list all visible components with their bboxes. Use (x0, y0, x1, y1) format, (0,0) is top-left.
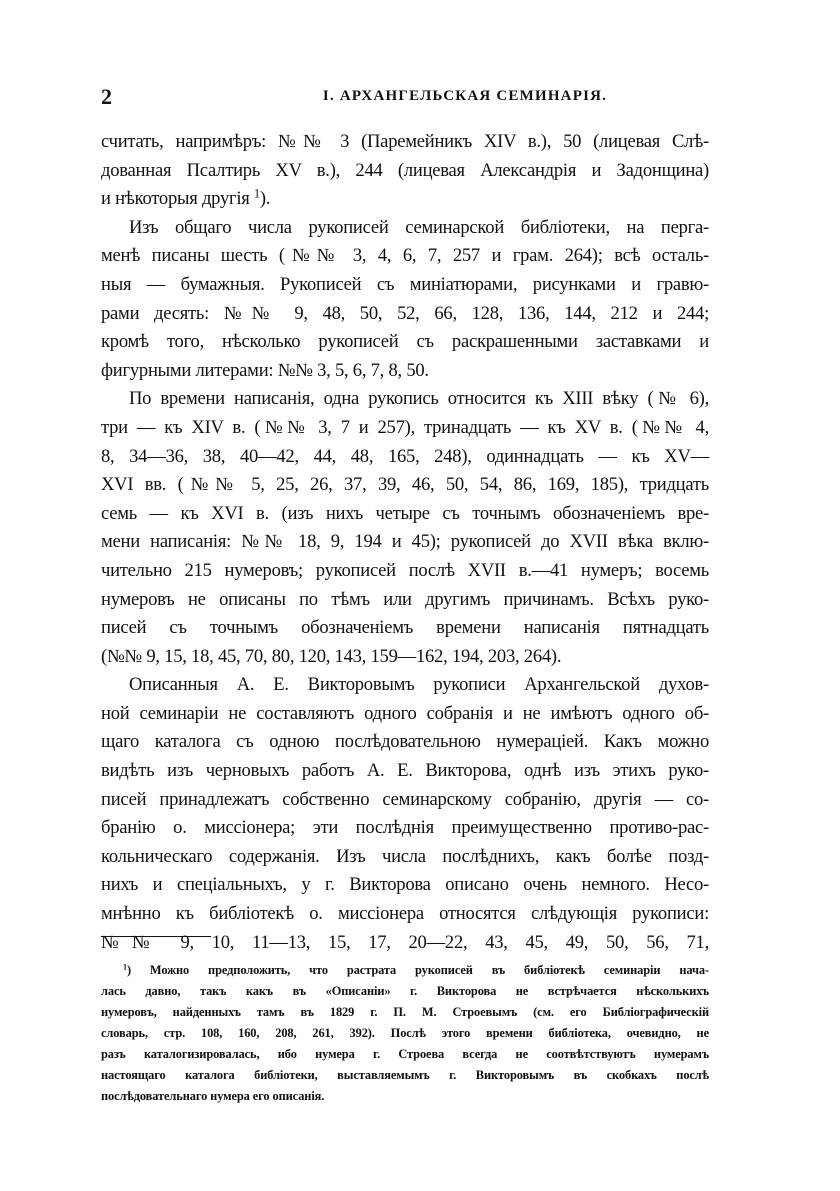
text-line: дованная Псалтирь XV в.), 244 (лицевая Александрія и Задонщина) (101, 159, 709, 181)
text-line: Изъ общаго числа рукописей семинарской библіотеки, на перга- (129, 216, 709, 238)
text-line: семь — къ XVI в. (изъ нихъ четыре съ точнымъ обозначеніемъ вре- (101, 502, 709, 524)
page-number: 2 (101, 84, 112, 109)
footnote-line (101, 960, 709, 981)
text-line: мнѣнно къ библіотекѣ о. миссіонера относятся слѣдующія рукописи: (101, 903, 709, 925)
text-line: щаго каталога съ одною послѣдовательною нумераціей. Какъ можно (101, 731, 709, 753)
text-line (101, 185, 709, 214)
text-line: По времени написанія, одна рукопись относится къ XIII вѣку (№ 6), (129, 388, 709, 410)
text-line: (№№ 9, 15, 18, 45, 70, 80, 120, 143, 159—162, 194, 203, 264). (101, 645, 562, 667)
text-line: 8, 34—36, 38, 40—42, 44, 48, 165, 248), одиннадцать — къ XV— (101, 445, 709, 467)
footnote-divider (101, 936, 211, 937)
footnote (101, 960, 709, 1107)
text-line: Описанныя А. Е. Викторовымъ рукописи Архангельской духов- (129, 674, 709, 696)
text-line: нихъ и спеціальныхъ, у г. Викторова описано очень немного. Несо- (101, 874, 709, 896)
text-line: видѣть изъ черновыхъ работъ А. Е. Викторова, однѣ изъ этихъ руко- (101, 760, 709, 782)
text-line: менѣ писаны шесть (№№ 3, 4, 6, 7, 257 и грам. 264); всѣ осталь- (101, 245, 709, 267)
paragraph-2 (101, 214, 709, 386)
footnote-line: нумеровъ, найденныхъ тамъ въ 1829 г. П. М. Строевымъ (см. его Библіографическій (101, 1005, 709, 1019)
footnote-line: разъ каталогизировалась, ибо нумера г. Строева всегда не соотвѣтствуютъ нумерамъ (101, 1047, 709, 1061)
footnote-marker: 1 (123, 962, 127, 972)
text-line: писей съ точнымъ обозначеніемъ времени написанія пятнадцать (101, 617, 709, 639)
text-line: XVI вв. (№№ 5, 25, 26, 37, 39, 46, 50, 54, 86, 169, 185), тридцать (101, 474, 709, 496)
text-fragment: ). (259, 188, 271, 210)
text-line: бранію о. миссіонера; эти послѣднія преимущественно противо-рас- (101, 817, 709, 839)
text-line: три — къ XIV в. (№№ 3, 7 и 257), тринадцать — къ XV в. (№№ 4, (101, 416, 709, 438)
paragraph-4 (101, 671, 709, 957)
footnote-line: настоящаго каталога библіотеки, выставляемымъ г. Викторовымъ въ скобкахъ послѣ (101, 1068, 709, 1082)
text-line: ной семинаріи не составляютъ одного собранія и не имѣютъ одного об- (101, 702, 709, 724)
text-fragment: и нѣкоторыя другія (101, 188, 250, 210)
paragraph-1 (101, 128, 709, 214)
footnote-line: лась давно, такъ какъ въ «Описаніи» г. Викторова не встрѣчается нѣсколькихъ (101, 984, 709, 998)
text-line: кольническаго содержанія. Изъ числа послѣднихъ, какъ болѣе позд- (101, 845, 709, 867)
footnote-line: послѣдовательнаго нумера его описанія. (101, 1089, 325, 1103)
text-line: фигурными литерами: №№ 3, 5, 6, 7, 8, 50. (101, 359, 429, 381)
footnote-line: словарь, стр. 108, 160, 208, 261, 392). Послѣ этого времени библіотека, очевидно, не (101, 1026, 709, 1040)
text-line: мени написанія: №№ 18, 9, 194 и 45); рукописей до XVII вѣка вклю- (101, 531, 709, 553)
text-line: нумеровъ не описаны по тѣмъ или другимъ причинамъ. Всѣхъ руко- (101, 588, 709, 610)
text-line: чительно 215 нумеровъ; рукописей послѣ XVII в.—41 нумеръ; восемь (101, 559, 709, 581)
body-text (101, 128, 709, 957)
text-line: №№ 9, 10, 11—13, 15, 17, 20—22, 43, 45, 49, 50, 56, 71, (101, 931, 709, 953)
paragraph-3 (101, 385, 709, 671)
text-line: считать, напримѣръ: №№ 3 (Паремейникъ XIV в.), 50 (лицевая Слѣ- (101, 131, 709, 152)
text-line: рами десять: №№ 9, 48, 50, 52, 66, 128, 136, 144, 212 и 244; (101, 302, 709, 324)
text-line: писей принадлежатъ собственно семинарскому собранію, другія — со- (101, 788, 709, 810)
running-title: I. АРХАНГЕЛЬСКАЯ СЕМИНАРІЯ. (322, 88, 608, 104)
text-line: кромѣ того, нѣсколько рукописей съ раскрашенными заставками и (101, 331, 709, 353)
text-fragment: ) Можно предположить, что растрата рукописей въ библіотекѣ семинаріи нача- (126, 963, 709, 977)
footnote-reference[interactable]: 1 (254, 186, 260, 201)
text-line: ныя — бумажныя. Рукописей съ миніатюрами, рисунками и гравю- (101, 273, 709, 295)
